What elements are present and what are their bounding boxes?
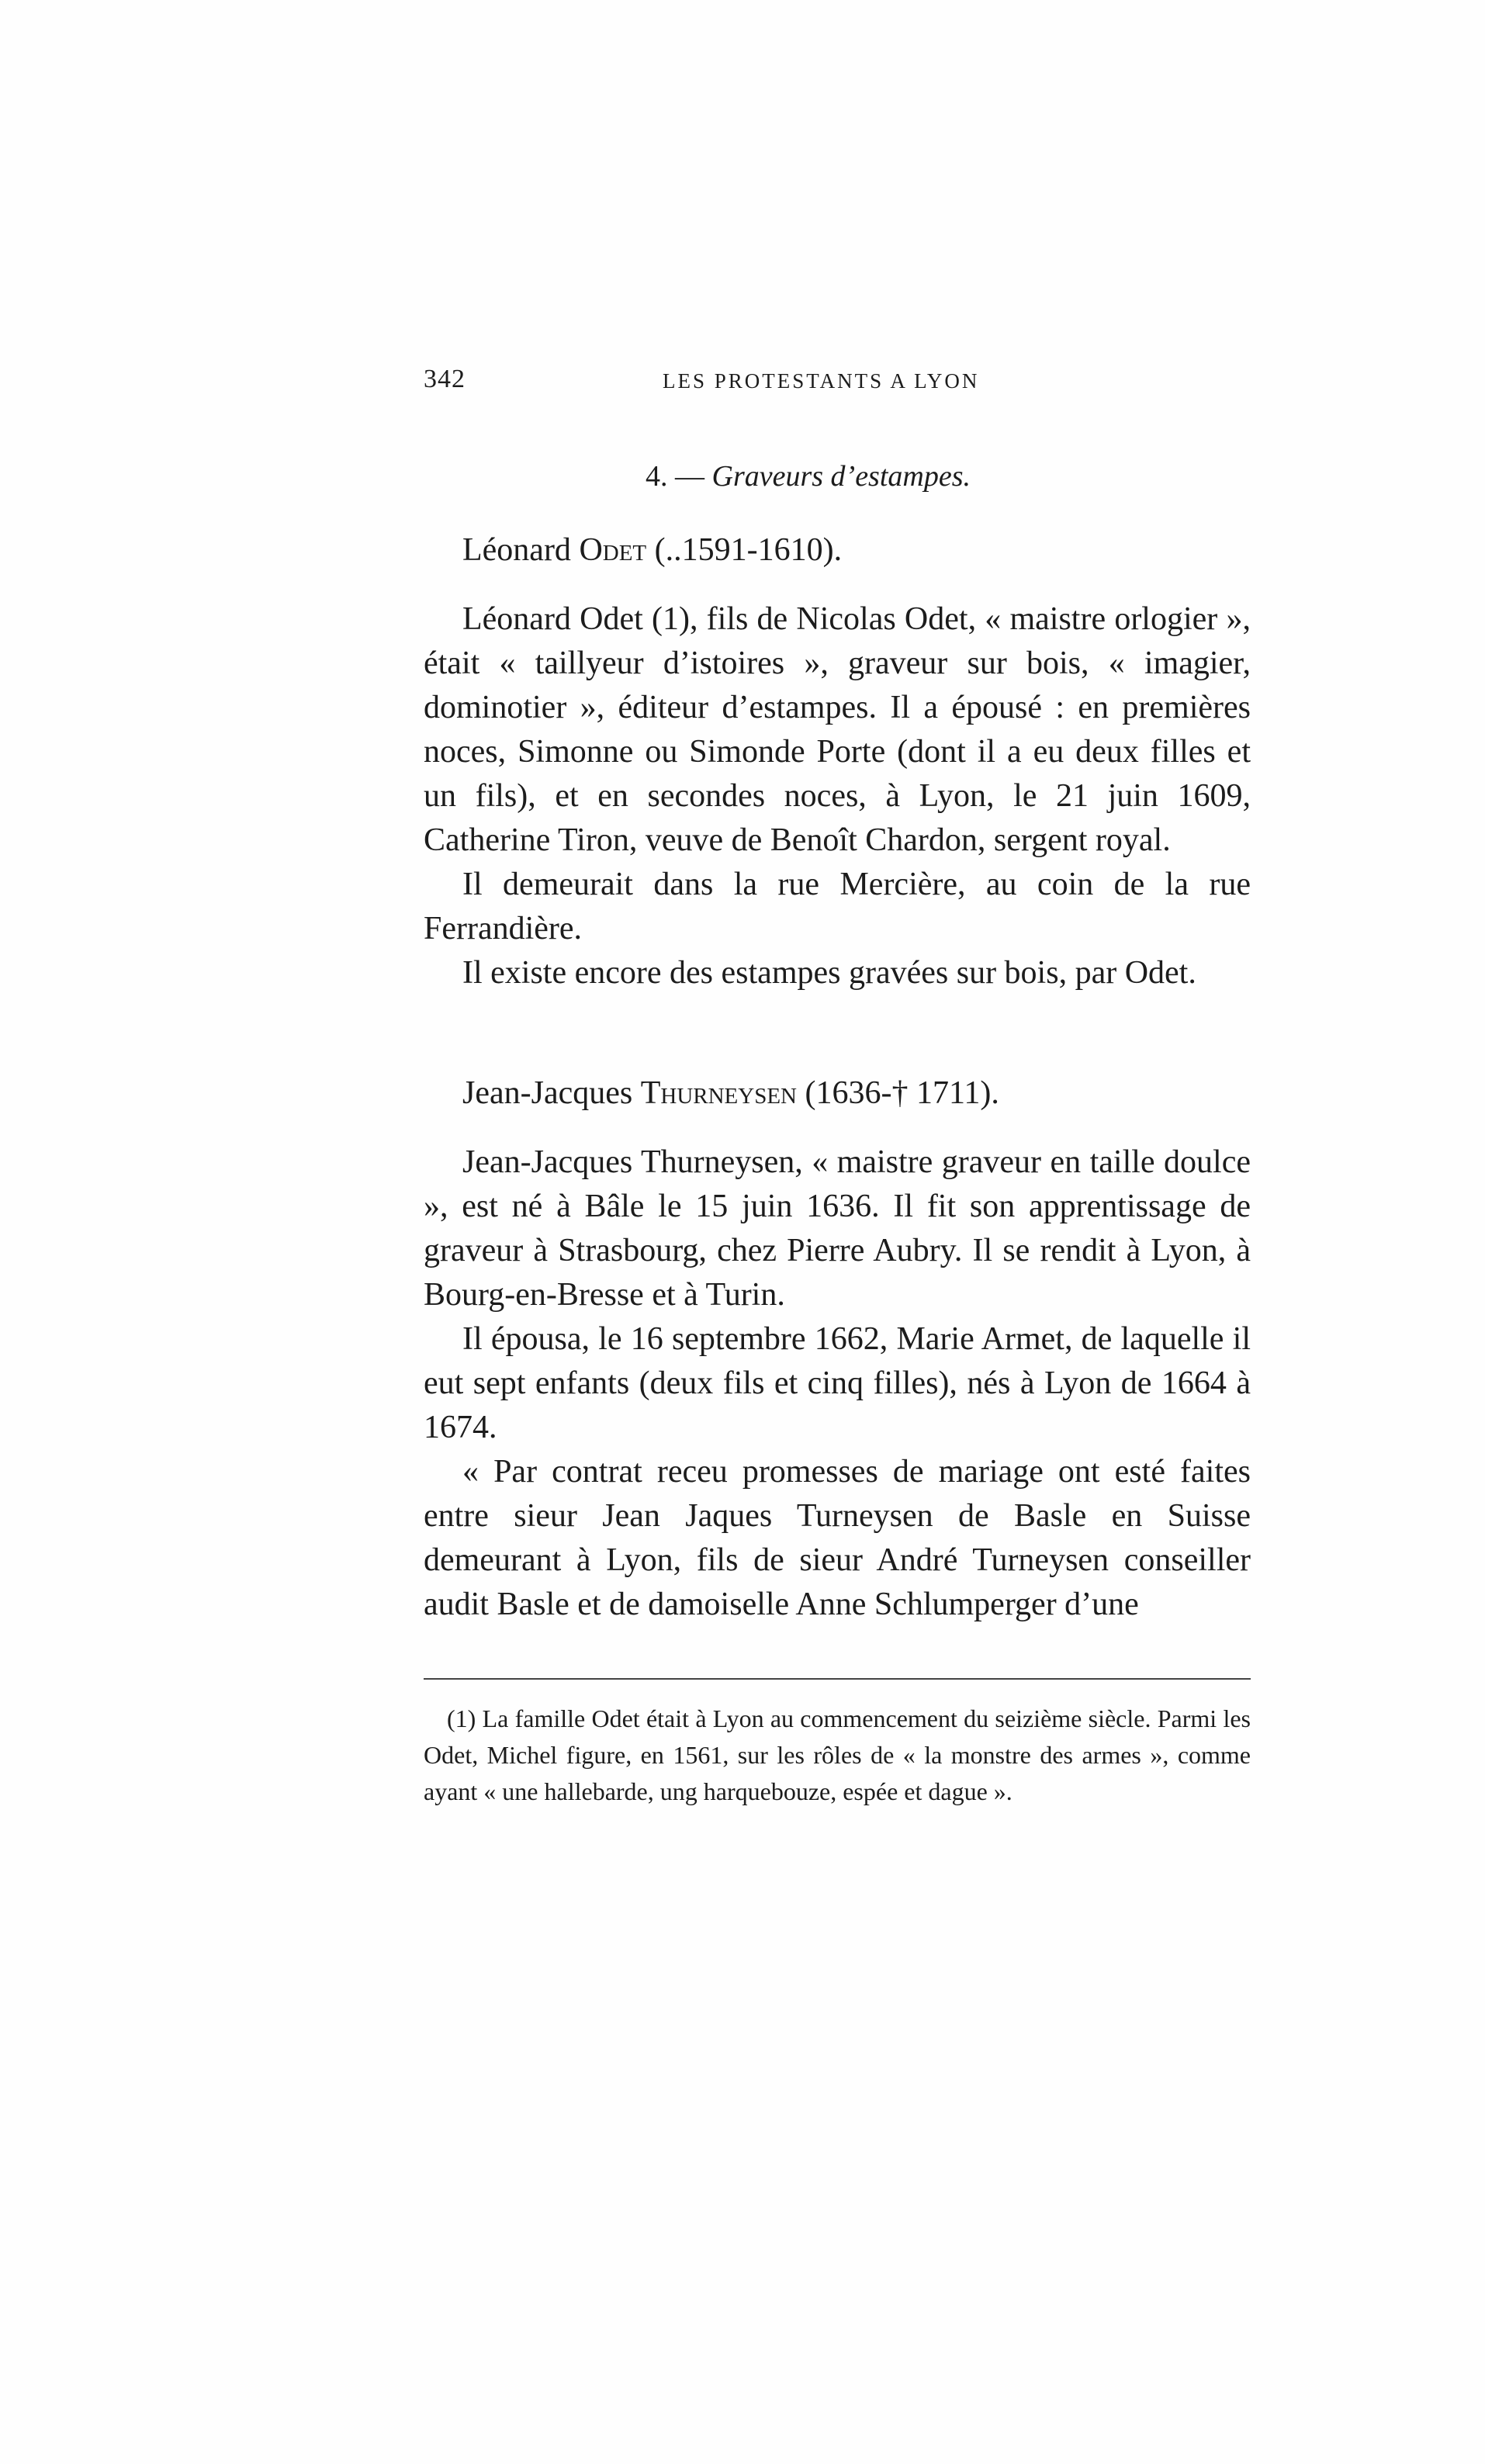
paragraph: Jean-Jacques Thurneysen, « maistre graveur en taille doulce », est né à Bâle le 15 juin 1636. Il fit son apprentissage de graveur à Strasbourg, chez Pierre Aubry. Il se rendit à Lyon, à Bourg-en-Bresse et à Turin. (424, 1144, 1251, 1313)
page-header (424, 365, 1199, 411)
paragraph: Il existe encore des estampes gravées sur bois, par Odet. (462, 955, 1196, 991)
entry-dates: (..1591-1610). (654, 532, 843, 568)
entry-body-thurneysen (424, 1140, 1251, 1627)
entry-dates: (1636-† 1711). (805, 1075, 999, 1111)
entry-last-name: Odet (579, 532, 647, 568)
footnote: (1) La famille Odet était à Lyon au commencement du seizième siècle. Parmi les Odet, Michel figure, en 1561, sur les rôles de « la monstre des armes », comme ayant « une hallebarde, ung harquebouze, espée et dague ». (424, 1704, 1251, 1805)
entry-heading-thurneysen (462, 1075, 999, 1112)
page-number: 342 (424, 365, 466, 393)
section-title: Graveurs d’estampes. (711, 460, 971, 493)
paragraph: Il épousa, le 16 septembre 1662, Marie Armet, de laquelle il eut sept enfants (deux fils et cinq filles), nés à Lyon de 1664 à 1674. (424, 1321, 1251, 1445)
paragraph: « Par contrat receu promesses de mariage ont esté faites entre sieur Jean Jaques Turneysen de Basle en Suisse demeurant à Lyon, fils de sieur André Turneysen conseiller audit Basle et de damoiselle Anne Schlumperger d’une (424, 1454, 1251, 1622)
paragraph: Il demeurait dans la rue Mercière, au coin de la rue Ferrandière. (424, 867, 1251, 946)
paragraph: Léonard Odet (1), fils de Nicolas Odet, « maistre orlogier », était « taillyeur d’istoires », graveur sur bois, « imagier, dominotier », éditeur d’estampes. Il a épousé : en premières noces, Simonne ou Simonde Porte (dont il a eu deux filles et un fils), et en secondes noces, à Lyon, le 21 juin 1609, Catherine Tiron, veuve de Benoît Chardon, sergent royal. (424, 601, 1251, 858)
section-heading (646, 459, 971, 493)
entry-body-odet (424, 597, 1251, 995)
entry-heading-odet (462, 531, 842, 569)
entry-first-name: Léonard (462, 532, 571, 568)
running-title: LES PROTESTANTS A LYON (663, 369, 980, 393)
entry-first-name: Jean-Jacques (462, 1075, 633, 1111)
footnote-divider (424, 1678, 1251, 1680)
footnotes (424, 1701, 1251, 1810)
section-number: 4. — (646, 460, 704, 493)
entry-last-name: Thurneysen (640, 1075, 798, 1111)
